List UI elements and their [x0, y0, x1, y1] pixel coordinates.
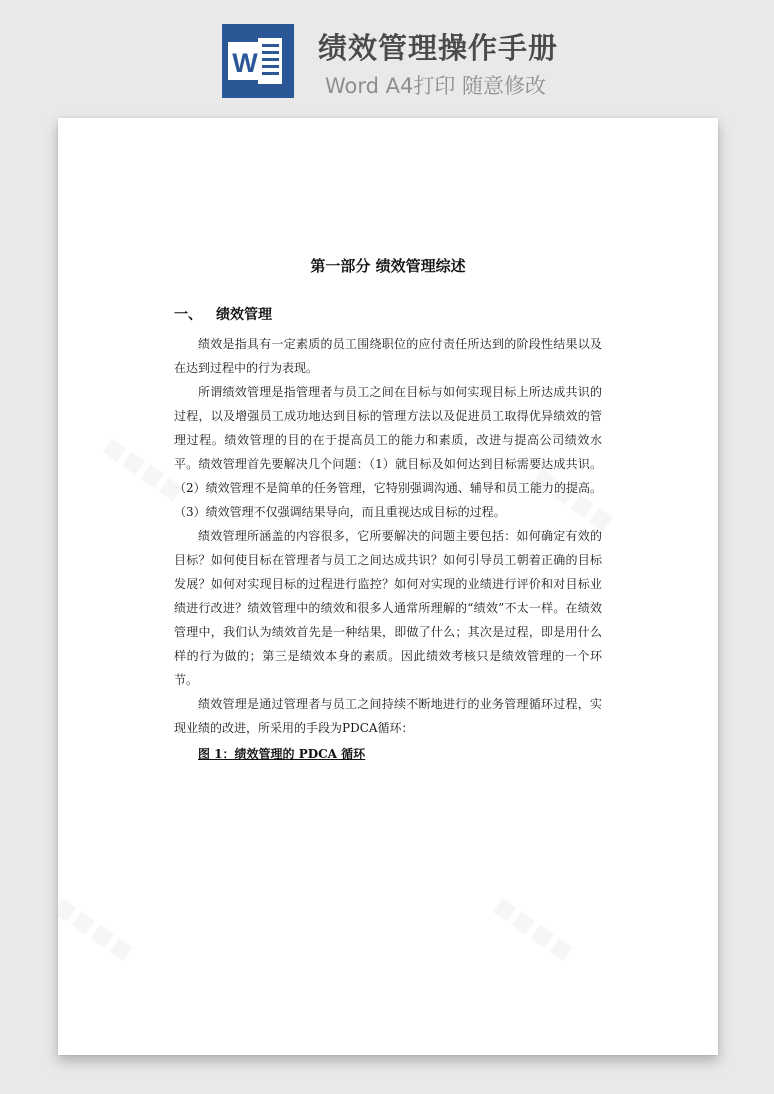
word-document-icon — [222, 24, 294, 98]
document-header — [0, 0, 774, 118]
paragraph: 绩效管理是通过管理者与员工之间持续不断地进行的业务管理循环过程，实现业绩的改进，所采用的手段为PDCA循环： — [174, 697, 602, 735]
watermark — [485, 885, 583, 971]
section-heading — [174, 304, 272, 324]
word-icon-letter: W — [232, 48, 258, 78]
paragraph: 所谓绩效管理是指管理者与员工之间在目标与如何实现目标上所达成共识的过程，以及增强员工成功地达到目标的管理方法以及促进员工取得优异绩效的管理过程。绩效管理的目的在于提高员工的能力和素质，改进与提高公司绩效水平。绩效管理首先要解决几个问题：（1）就目标及如何达到目标需要达成共识。（2）绩效管理不是简单的任务管理，它特别强调沟通、辅导和员工能力的提高。（3）绩效管理不仅强调结果导向，而且重视达成目标的过程。 — [174, 385, 602, 519]
paragraph: 绩效管理所涵盖的内容很多，它所要解决的问题主要包括：如何确定有效的目标？如何使目标在管理者与员工之间达成共识？如何引导员工朝着正确的目标发展？如何对实现目标的过程进行监控？如何对实现的业绩进行评价和对目标业绩进行改进？绩效管理中的绩效和很多人通常所理解的“绩效”不太一样。在绩效管理中，我们认为绩效首先是一种结果，即做了什么；其次是过程，即是用什么样的行为做的；第三是绩效本身的素质。因此绩效考核只是绩效管理的一个环节。 — [174, 529, 602, 687]
section-number: 一、 — [174, 307, 202, 323]
body-text — [174, 332, 602, 740]
watermark — [58, 885, 143, 971]
paragraph: 绩效是指具有一定素质的员工围绕职位的应付责任所达到的阶段性结果以及在达到过程中的行为表现。 — [174, 337, 602, 375]
figure-caption: 图 1：绩效管理的 PDCA 循环 — [198, 747, 366, 761]
section-title: 绩效管理 — [216, 307, 272, 323]
header-subtitle: Word A4打印 随意修改 — [325, 74, 547, 98]
document-page[interactable] — [58, 118, 718, 1055]
part-heading: 第一部分 绩效管理综述 — [310, 257, 466, 275]
header-title: 绩效管理操作手册 — [318, 31, 559, 65]
